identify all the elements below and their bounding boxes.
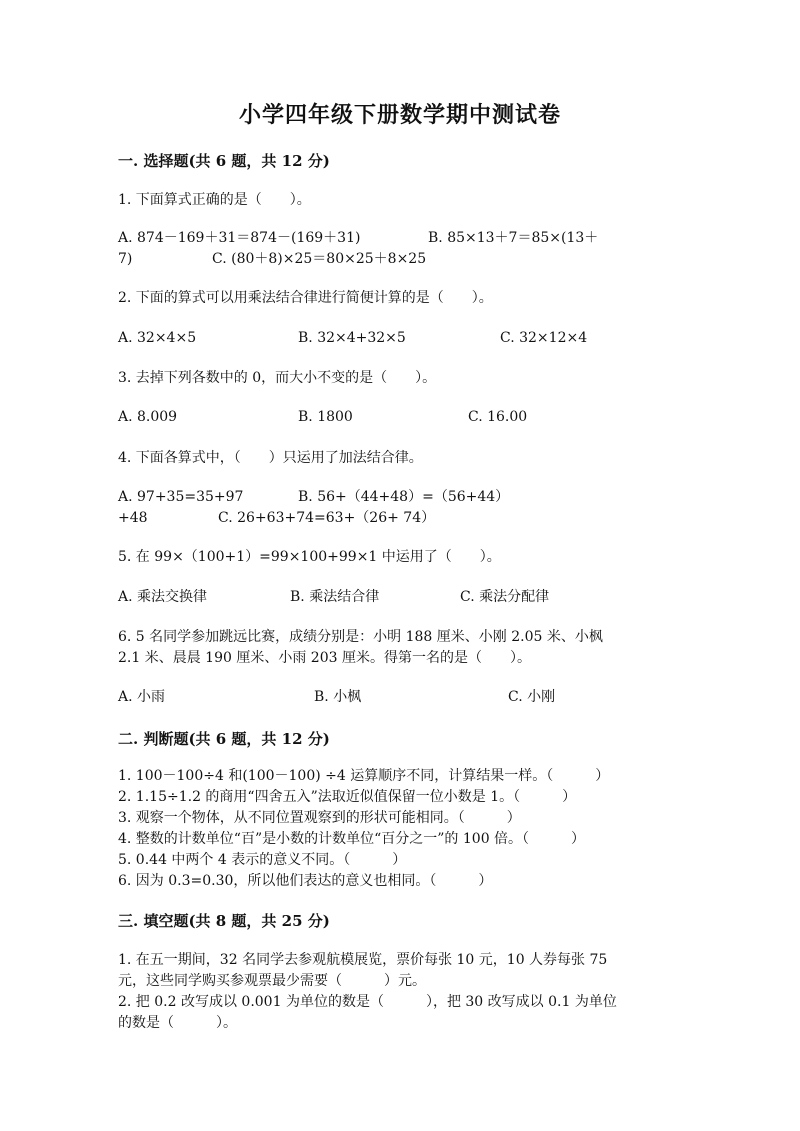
option-c: C. 乘法分配律 xyxy=(460,589,550,605)
option-a: A. 8.009 xyxy=(118,409,178,425)
statement-line: 3. 观察一个物体，从不同位置观察到的形状可能相同。（ ） xyxy=(118,810,521,826)
option-b: B. 56+（44+48）=（56+44） xyxy=(298,489,510,505)
option-c: C. (80＋8)×25＝80×25＋8×25 xyxy=(212,251,427,267)
section-heading-true-false: 二. 判断题(共 6 题，共 12 分) xyxy=(118,730,330,748)
option-c: C. 小刚 xyxy=(508,689,556,705)
option-b-continued: 7) xyxy=(118,251,133,267)
option-a: A. 乘法交换律 xyxy=(118,589,208,605)
section-heading-fill-in: 三. 填空题(共 8 题，共 25 分) xyxy=(118,912,330,930)
question-stem: 3. 去掉下列各数中的 0，而大小不变的是（ ）。 xyxy=(118,370,437,386)
question-stem: 6. 5 名同学参加跳远比赛，成绩分别是：小明 188 厘米、小刚 2.05 米、小枫 xyxy=(118,629,603,645)
option-b: B. 1800 xyxy=(298,409,353,425)
option-b: B. 小枫 xyxy=(314,689,362,705)
statement-line: 5. 0.44 中两个 4 表示的意义不同。（ ） xyxy=(118,852,407,868)
option-b: B. 32×4+32×5 xyxy=(298,330,406,346)
option-a: A. 97+35=35+97 xyxy=(118,489,244,505)
question-stem: 5. 在 99×（100+1）=99×100+99×1 中运用了（ ）。 xyxy=(118,549,501,565)
option-c: C. 16.00 xyxy=(468,409,528,425)
option-b: B. 85×13＋7＝85×(13＋ xyxy=(428,230,599,246)
fill-in-line: 元，这些同学购买参观票最少需要（ ）元。 xyxy=(118,973,426,989)
option-a: A. 874－169＋31＝874－(169＋31) xyxy=(118,230,361,246)
option-b-continued: +48 xyxy=(118,510,148,526)
question-stem-continued: 2.1 米、晨晨 190 厘米、小雨 203 厘米。得第一名的是（ ）。 xyxy=(118,650,531,666)
fill-in-line: 1. 在五一期间，32 名同学去参观航模展览，票价每张 10 元，10 人券每张 75 xyxy=(118,952,608,968)
question-stem: 2. 下面的算式可以用乘法结合律进行简便计算的是（ ）。 xyxy=(118,290,493,306)
fill-in-line: 2. 把 0.2 改写成以 0.001 为单位的数是（ ），把 30 改写成以 0.1 为单位 xyxy=(118,994,617,1010)
statement-line: 4. 整数的计数单位“百”是小数的计数单位“百分之一”的 100 倍。（ ） xyxy=(118,831,586,847)
option-b: B. 乘法结合律 xyxy=(290,589,380,605)
option-c: C. 26+63+74=63+（26+ 74） xyxy=(218,510,436,526)
fill-in-line: 的数是（ ）。 xyxy=(118,1015,237,1031)
option-a: A. 小雨 xyxy=(118,689,166,705)
page-title: 小学四年级下册数学期中测试卷 xyxy=(238,102,561,128)
section-heading-choice: 一. 选择题(共 6 题，共 12 分) xyxy=(118,152,330,170)
option-a: A. 32×4×5 xyxy=(118,330,197,346)
question-stem: 1. 下面算式正确的是（ ）。 xyxy=(118,192,311,208)
statement-line: 2. 1.15÷1.2 的商用“四舍五入”法取近似值保留一位小数是 1。（ ） xyxy=(118,789,577,805)
question-stem: 4. 下面各算式中，（ ）只运用了加法结合律。 xyxy=(118,450,423,466)
statement-line: 1. 100－100÷4 和(100－100) ÷4 运算顺序不同，计算结果一样。（ ） xyxy=(118,768,610,784)
statement-line: 6. 因为 0.3=0.30，所以他们表达的意义也相同。（ ） xyxy=(118,873,493,889)
option-c: C. 32×12×4 xyxy=(500,330,588,346)
